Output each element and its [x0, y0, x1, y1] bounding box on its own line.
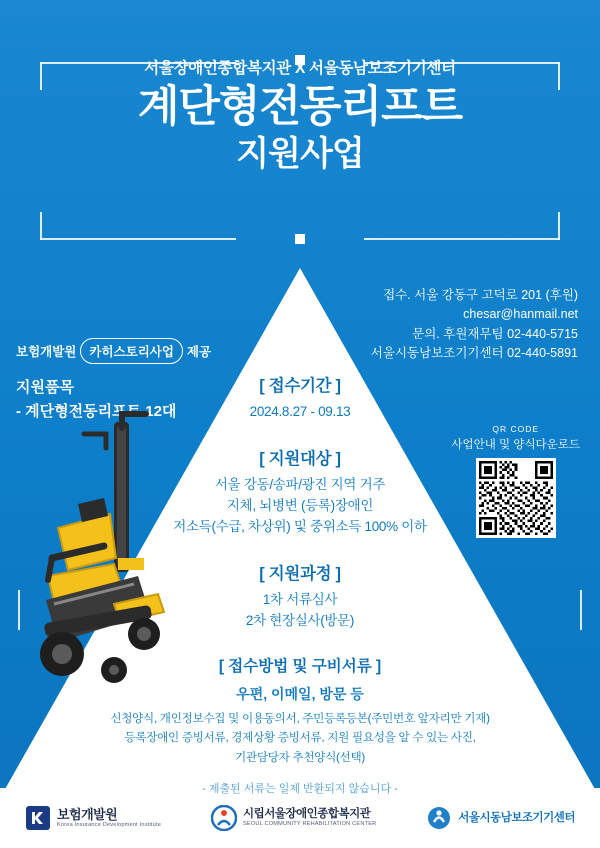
logo-kidi-name: 보험개발원: [56, 806, 118, 822]
qr-caption: 사업안내 및 양식다운로드: [451, 439, 580, 451]
sponsor-suffix: 제공: [186, 345, 212, 359]
section-2-line-0: 1차 서류심사: [262, 591, 338, 607]
sponsor-program-pill: 카히스토리사업: [80, 338, 183, 364]
contact-line-4: 서울시동남보조기기센터 02-440-5891: [370, 346, 578, 361]
header-title-line1: 계단형전동리프트: [137, 83, 463, 131]
contact-line-2: chesar@hanmail.net: [463, 307, 578, 322]
kidi-logo-icon: [25, 805, 51, 831]
method-heading: [ 접수방법 및 구비서류 ]: [218, 657, 382, 675]
contact-line-3: 문의. 후원재무팀 02-440-5715: [412, 326, 578, 341]
stair-lift-device-image: [18, 408, 223, 708]
logo-scrc: [211, 805, 376, 831]
section-1-line-1: 지체, 뇌병변 (등록)장애인: [226, 497, 374, 513]
frame-line-mid-right: [364, 238, 560, 240]
sdarc-logo-icon: [426, 805, 452, 831]
section-0-line-0: 2024.8.27 - 09.13: [249, 404, 351, 419]
support-item-title: 지원품목: [16, 379, 74, 396]
logo-scrc-name: 시립서울장애인종합복지관: [242, 808, 371, 821]
section-0-heading: [ 접수기간 ]: [259, 377, 341, 395]
frame-line-mid-left: [40, 238, 236, 240]
frame-line-left-vert2: [40, 212, 42, 240]
section-1-line-0: 서울 강동/송파/광진 지역 거주: [214, 476, 386, 492]
logo-kidi: [25, 805, 161, 831]
header-subtitle: 서울장애인종합복지관 X 서울동남보조기기센터: [144, 60, 456, 77]
header-title-line2: 지원사업: [236, 135, 364, 174]
method-bold-line: 우편, 이메일, 방문 등: [236, 685, 364, 702]
frame-line-right-vert2: [558, 212, 560, 240]
qr-label: QR CODE: [492, 424, 540, 434]
section-2-line-1: 2차 현장실사(방문): [245, 612, 355, 628]
method-line-1: 등록장애인 증빙서류, 경제상황 증빙서류, 지원 필요성을 알 수 있는 사진,: [124, 731, 476, 745]
sponsor-prefix: 보험개발원: [16, 345, 77, 359]
tick-mid-center: [295, 234, 305, 244]
sponsor-row: [16, 338, 211, 364]
poster-header: [0, 56, 600, 175]
scrc-logo-icon: [211, 805, 237, 831]
section-1-heading: [ 지원대상 ]: [259, 449, 341, 468]
section-2-heading: [ 지원과정 ]: [259, 564, 341, 583]
method-note: - 제출된 서류는 일제 반환되지 않습니다 -: [202, 782, 398, 795]
contact-block: [371, 286, 578, 364]
footer-logos: [0, 788, 600, 848]
method-line-0: 신청양식, 개인정보수집 및 이용동의서, 주민등록등본(주민번호 앞자리만 기재): [110, 711, 490, 725]
section-1-line-2: 저소득(수급, 차상위) 및 중위소득 100% 이하: [173, 518, 427, 534]
contact-line-1: 접수. 서울 강동구 고덕로 201 (후원): [383, 288, 578, 302]
logo-sdarc: [426, 805, 575, 831]
logo-sdarc-name: 서울시동남보조기기센터: [458, 811, 575, 824]
logo-kidi-sub: Korea Insurance Development Institute: [56, 822, 162, 829]
logo-scrc-sub: SEOUL COMMUNITY REHABILITATION CENTER: [242, 821, 377, 828]
method-line-2: 기관담당자 추천양식(선택): [235, 750, 365, 764]
support-item-detail: - 계단형전동리프트 12대: [16, 403, 177, 420]
